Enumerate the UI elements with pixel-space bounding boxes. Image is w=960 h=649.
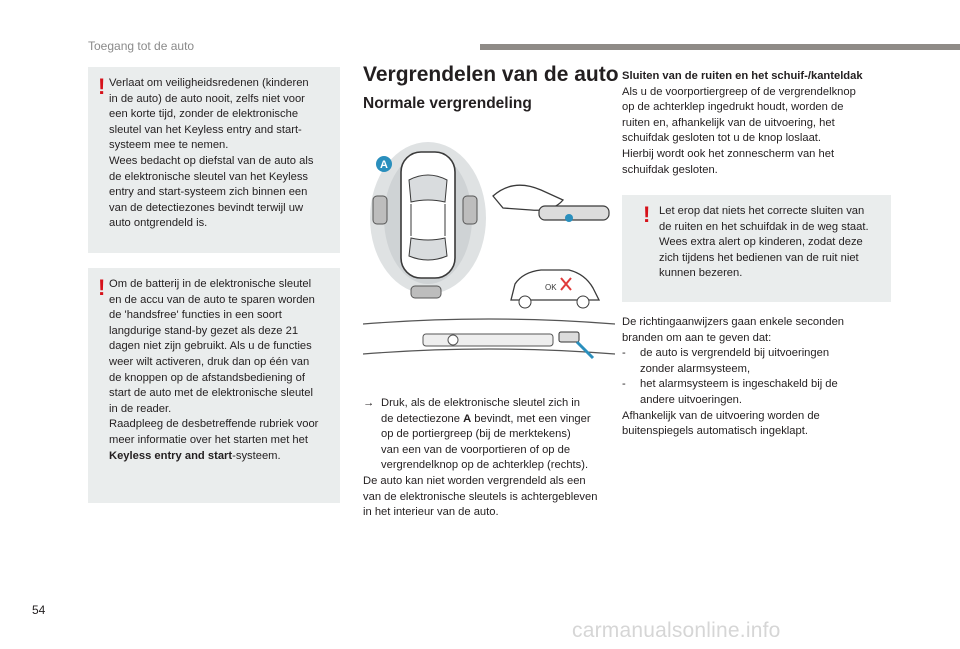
list-item	[622, 346, 894, 377]
key-inside-paragraph: De auto kan niet worden vergrendeld als een van de elektronische sleutels is achtergebleven in het interieur van de auto.	[363, 475, 598, 519]
zone-label-a-text: A	[380, 159, 388, 171]
warning-text-end: -systeem.	[232, 449, 281, 462]
key-fob-icon	[373, 196, 387, 224]
pointer-arrow	[577, 342, 593, 358]
list-dash: -	[622, 378, 626, 391]
door-handle	[539, 206, 609, 220]
warning-text-main: Om de batterij in de elektronische sleutel en de accu van de auto te sparen worden de 'handsfree' functies in een soort langdurige stand-by gezet als deze 21 dagen niet zijn gebruikt. Als u de functies weer wilt activeren, druk dan op één van de knoppen op de afstandsbediening of start de auto met de elektronische sleutel in de reader. Raadpleeg de desbetreffende rubriek voor meer informatie over het starten met het	[109, 278, 319, 446]
page-heading: Vergrendelen van de auto	[363, 63, 619, 86]
warning-box-battery	[88, 268, 340, 503]
warning-text: Let erop dat niets het correcte sluiten van de ruiten en het schuifdak in de weg staat. Wees extra alert op kinderen, zodat deze zich tijdens het bedienen van de ruit niet kunnen bezeren.	[659, 205, 869, 280]
header-bar	[480, 44, 960, 50]
list-item-text: het alarmsysteem is ingeschakeld bij de andere uitvoeringen.	[640, 378, 838, 406]
warning-icon: !	[98, 74, 106, 99]
zone-label-ref: A	[463, 412, 472, 425]
tailgate-lock-button	[559, 332, 579, 342]
indicators-intro: De richtingaanwijzers gaan enkele seconden branden om aan te geven dat:	[622, 316, 845, 344]
section-subheading: Normale vergrendeling	[363, 95, 532, 112]
bullet-text-after: bevindt, met een vinger op de portiergreep (bij de merktekens) van een van de voorportieren of op de vergrendelknop op de achterklep (rechts).	[381, 412, 591, 472]
section-title: Toegang tot de auto	[88, 39, 195, 53]
warning-icon: !	[643, 202, 651, 227]
mirrors-text: Afhankelijk van de uitvoering worden de buitenspiegels automatisch ingeklapt.	[622, 409, 820, 438]
key-fob-icon	[411, 286, 441, 298]
page-number: 54	[32, 603, 46, 617]
keyless-term: Keyless entry and start	[109, 449, 233, 462]
bullet-text-before: Druk, als de elektronische sleutel zich in de detectiezone	[381, 397, 580, 425]
warning-text	[109, 277, 332, 464]
ok-label: OK	[545, 283, 557, 292]
list-item-text: de auto is vergrendeld bij uitvoeringen zonder alarmsysteem,	[640, 347, 830, 375]
windows-body: Als u de voorportiergreep of de vergrendelknop op de achterklep ingedrukt houdt, worden de ruiten en, afhankelijk van de uitvoering, het schuifdak gesloten tot u de knop loslaat. Hierbij wordt ook het zonnescherm van het schuifdak gesloten.	[622, 85, 856, 176]
tailgate	[423, 334, 553, 346]
car-illustration	[363, 138, 615, 390]
indicators-section	[622, 315, 894, 440]
watermark: carmanualsonline.info	[572, 619, 781, 642]
warning-text: Verlaat om veiligheidsredenen (kinderen in de auto) de auto nooit, zelfs niet voor een korte tijd, zonder de elektronische sleutel van het Keyless entry and start- systeem mee te nemen. Wees bedacht op diefstal van de auto als de elektronische sleutel van het Keyless entry and start-systeem zich binnen een van de detectiezones bevindt terwijl uw auto ontgrendeld is.	[109, 77, 314, 230]
list-dash: -	[622, 347, 626, 360]
key-fob-icon	[463, 196, 477, 224]
instruction-bullet	[363, 396, 615, 474]
warning-box-windows	[622, 195, 891, 302]
arrow-icon: →	[363, 397, 375, 409]
list-item	[622, 377, 894, 408]
locking-illustration	[363, 138, 615, 390]
warning-icon: !	[98, 275, 106, 300]
warning-box-safety	[88, 67, 340, 253]
windows-section	[622, 69, 894, 178]
windows-title: Sluiten van de ruiten en het schuif-/kanteldak	[622, 70, 863, 82]
